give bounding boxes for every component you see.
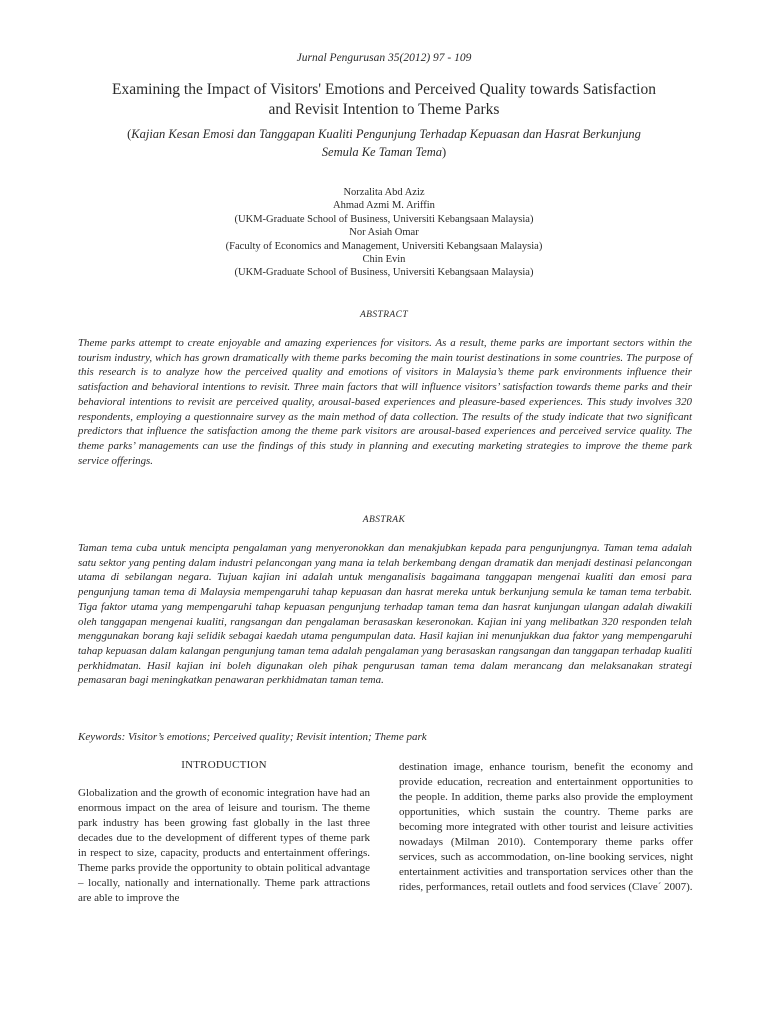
subtitle-text-2: Semula Ke Taman Tema — [321, 145, 443, 159]
subtitle-close-paren: ) — [442, 145, 447, 159]
subtitle-text-1: Kajian Kesan Emosi dan Tanggapan Kualiti Pengunjung Terhadap Kepuasan dan Hasrat Berkunjung — [131, 127, 641, 141]
abstract-text: Theme parks attempt to create enjoyable and amazing experiences for visitors. As a result, theme parks are important sectors within the tourism industry, which has grown dramatically with theme parks becoming the main tourist destinations in some countries. The purpose of this research is to analyze how the perceived quality and emotions of visitors in Malaysia’s theme park environments influence their satisfaction and behavioral intentions to revisit. Three main factors that will influence visitors’ satisfaction towards theme parks and their behavioral intentions to revisit are perceived quality, arousal-based experiences and pleasure-based experiences. This study involves 320 respondents, employing a questionnaire survey as the main method of data collection. The results of the study indicate that two significant predictors that influence the satisfaction among the theme park visitors are arousal-based experiences and perceived service quality. The theme parks’ managements can use the findings of this study in planning and executing marketing strategies to improve the theme park service offerings. — [78, 337, 692, 467]
introduction-column-right: destination image, enhance tourism, benefit the economy and provide education, recreation and entertainment opportunities to the people. In addition, theme parks also provide the employment opportunities, which sustain the country. Theme parks are becoming more integrated with other tourist and leisure activities nowadays (Milman 2010). Contemporary theme parks offer services, such as accommodation, on-line booking services, night entertainment activities and transportation services other than the rides, performances, retail outlets and food services (Clave´ 2007). — [399, 761, 693, 893]
paper-subtitle — [60, 125, 708, 161]
journal-citation: Jurnal Pengurusan 35(2012) 97 - 109 — [296, 52, 472, 64]
author-affiliation: (Faculty of Economics and Management, Universiti Kebangsaan Malaysia) — [225, 240, 543, 252]
author-affiliation: (UKM-Graduate School of Business, Universiti Kebangsaan Malaysia) — [234, 213, 534, 225]
paper-title — [60, 80, 708, 120]
paper-subtitle-line-1 — [60, 125, 708, 143]
author-name: Nor Asiah Omar — [349, 227, 419, 239]
introduction-heading: INTRODUCTION — [181, 759, 267, 771]
introduction-column-left: Globalization and the growth of economic integration have had an enormous impact on the area of leisure and tourism. The theme park industry has been growing fast globally in the last three decades due to the development of different types of theme park in respect to size, capacity, products and entertainment offerings. Theme parks provide the opportunity to obtain political advantage – locally, nationally and internationally. Theme park attractions are able to improve the — [78, 787, 370, 904]
abstract-heading: ABSTRACT — [359, 310, 409, 320]
paper-title-line-1: Examining the Impact of Visitors' Emotions and Perceived Quality towards Satisfaction — [112, 81, 656, 98]
author-affiliation: (UKM-Graduate School of Business, Universiti Kebangsaan Malaysia) — [234, 267, 534, 279]
abstrak-text: Taman tema cuba untuk mencipta pengalaman yang menyeronokkan dan menakjubkan kepada para pengunjungnya. Taman tema adalah satu sektor yang penting dalam industri pelancongan yang mana ia telah berkembang dengan dramatik dan menjadi destinasi pelancongan utama di sebilangan negara. Tujuan kajian ini adalah untuk menganalisis bagaimana tanggapan mengenai kualiti dan emosi para pengunjung taman tema di Malaysia mempengaruhi tahap kepuasan dan hasrat mereka untuk berkunjung semula ke taman tema terbabit. Tiga faktor utama yang mempengaruhi tahap kepuasan pengunjung terhadap taman tema dan hasrat kunjungan ulangan adalah diwakili oleh tanggapan mengenai kualiti, rangsangan dan pengalaman berasaskan keseronokan. Kajian ini yang melibatkan 320 responden telah menggunakan borang kaji selidik sebagai kaedah utama pengumpulan data. Hasil kajian ini menunjukkan dua faktor yang mempengaruhi tahap kepuasan dalam kalangan pengunjung taman tema adalah pengalaman yang berasaskan rangsangan dan tanggapan terhadap kualiti perkhidmatan. Hasil kajian ini boleh digunakan oleh pihak pengurusan taman tema dalam merancang dan melaksanakan strategi pemasaran bagi meningkatkan penawaran perkhidmatan taman tema. — [78, 542, 692, 687]
subtitle-open-paren: ( — [127, 127, 132, 141]
author-name: Norzalita Abd Aziz — [343, 187, 425, 198]
author-name: Chin Evin — [362, 254, 406, 266]
author-name: Ahmad Azmi M. Ariffin — [333, 200, 435, 212]
keywords: Keywords: Visitor’s emotions; Perceived quality; Revisit intention; Theme park — [78, 731, 427, 743]
paper-subtitle-line-2 — [60, 143, 708, 161]
abstrak-heading: ABSTRAK — [362, 515, 406, 525]
paper-title-line-2: and Revisit Intention to Theme Parks — [268, 101, 500, 118]
author-block — [100, 186, 668, 280]
